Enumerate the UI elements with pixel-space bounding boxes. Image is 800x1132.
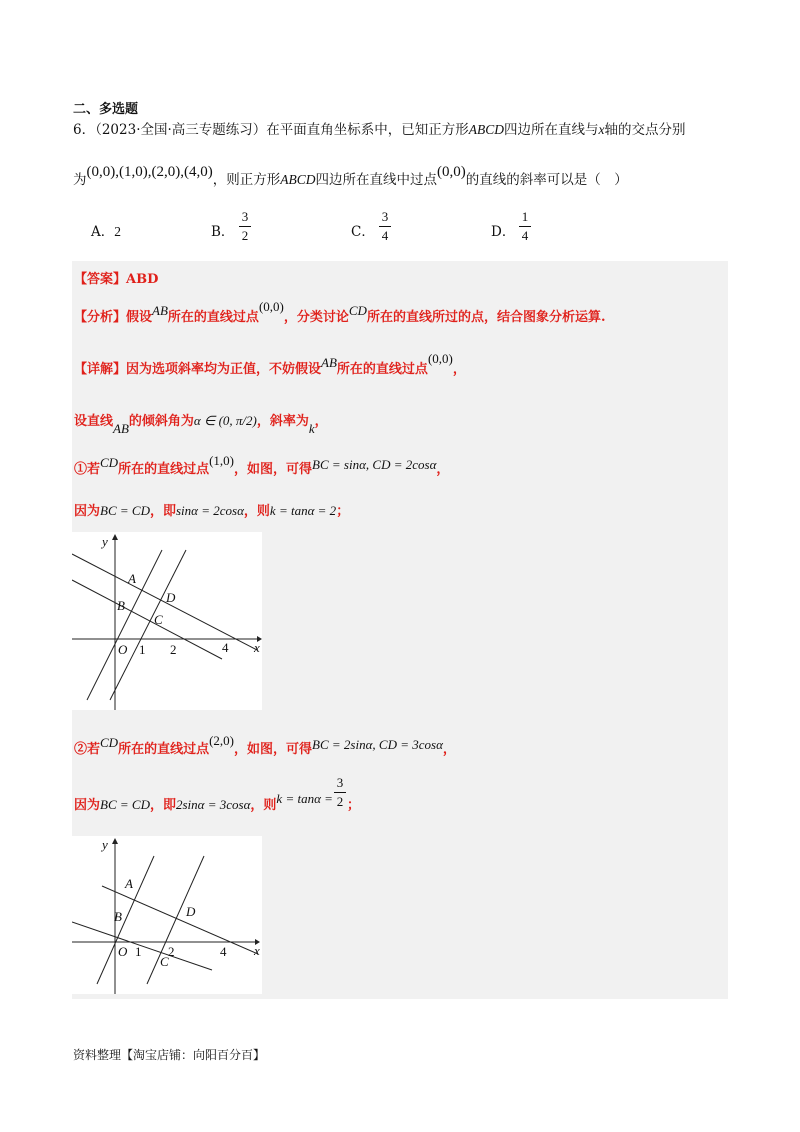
- figure-2-label-d: D: [186, 904, 196, 919]
- option-b-label: B．: [211, 224, 235, 240]
- figure-1-line-bc: [72, 580, 222, 659]
- detail-text-2: 所在的直线过点: [336, 362, 428, 377]
- option-b[interactable]: [211, 209, 249, 243]
- case2-text-1: ②若: [74, 742, 101, 757]
- case2-result-line: [74, 775, 360, 813]
- figure-1-label-o: O: [118, 642, 128, 657]
- analysis-line: [74, 299, 606, 325]
- case1-text-2: 所在的直线过点: [118, 462, 210, 477]
- case2-cd: CD: [100, 735, 119, 750]
- option-d-label: D．: [491, 224, 516, 240]
- case1b-text-4: ；: [336, 504, 350, 519]
- case1-text-1: ①若: [74, 462, 101, 477]
- question-number: 6．: [73, 122, 96, 138]
- case2b-text-2: ，即: [149, 798, 176, 813]
- square-name: ABCD: [468, 122, 505, 137]
- case1b-text-2: ，即: [149, 504, 176, 519]
- figure-1-label-a: A: [128, 571, 136, 586]
- setup-text-1: 设直线: [74, 414, 114, 429]
- option-a-label: A．: [91, 224, 115, 240]
- option-c-numerator: 3: [381, 209, 389, 224]
- case1b-equation-3: k = tanα = 2: [269, 503, 337, 518]
- figure-2-label-c: C: [160, 954, 169, 969]
- case1-equation: BC = sinα, CD = 2cosα: [312, 457, 437, 472]
- case2-point: (2,0): [209, 733, 235, 748]
- figure-1-y-arrow: [112, 534, 118, 540]
- detail-tag: 【详解】: [74, 362, 127, 377]
- origin-point: (0,0): [436, 164, 466, 180]
- figure-1-label-b: B: [117, 598, 125, 613]
- figure-1-line-cd: [110, 550, 186, 700]
- option-a-value: 2: [114, 224, 121, 239]
- question-text-3: 轴的交点分别: [604, 122, 686, 138]
- figure-1-label-d: D: [166, 590, 176, 605]
- detail-point: (0,0): [427, 351, 453, 366]
- intersection-points: (0,0),(1,0),(2,0),(4,0): [86, 164, 213, 180]
- analysis-text-2: 所在的直线过点: [167, 310, 259, 325]
- figure-2-label-x: x: [254, 943, 260, 958]
- option-c[interactable]: [351, 209, 389, 243]
- figure-2-label-b: B: [114, 909, 122, 924]
- case2b-equation-3: k = tanα =: [276, 791, 333, 806]
- figure-2-tick-4: 4: [220, 944, 227, 959]
- figure-1: [72, 532, 262, 710]
- figure-2-y-arrow: [112, 838, 118, 844]
- case1-text-3: ，如图，可得: [234, 462, 313, 477]
- x-variable: x: [598, 122, 605, 137]
- figure-1-diagram: [72, 532, 262, 710]
- figure-1-tick-2: 2: [170, 642, 177, 657]
- square-name-2: ABCD: [280, 172, 316, 187]
- figure-1-tick-1: 1: [139, 642, 146, 657]
- setup-line: [74, 410, 328, 436]
- option-b-numerator: 3: [241, 209, 249, 224]
- setup-k: k: [308, 421, 315, 436]
- figure-2-diagram: [72, 836, 262, 994]
- case2b-equation: BC = CD: [100, 797, 150, 812]
- case1b-text-3: ，则: [243, 504, 270, 519]
- figure-2-line-bc: [72, 922, 212, 970]
- case1b-equation: BC = CD: [100, 503, 150, 518]
- figure-2-label-y: y: [102, 837, 108, 852]
- analysis-cd: CD: [348, 303, 367, 318]
- answer-value: ABD: [126, 272, 159, 287]
- options-row: [73, 208, 553, 252]
- question-text-7: 的直线的斜率可以是（ ）: [465, 172, 628, 188]
- analysis-text-4: 所在的直线所过的点，结合图象分析运算.: [366, 310, 606, 325]
- case2-equation: BC = 2sinα, CD = 3cosα: [312, 737, 443, 752]
- case2b-fraction: [333, 775, 347, 809]
- figure-2: [72, 836, 262, 994]
- detail-ab: AB: [321, 355, 337, 370]
- option-d-numerator: 1: [521, 209, 529, 224]
- figure-1-tick-4: 4: [222, 640, 229, 655]
- case1-result-line: [74, 500, 349, 519]
- figure-1-line-ad: [72, 554, 257, 650]
- question-line-2: [73, 164, 628, 190]
- case1b-text-1: 因为: [74, 504, 101, 519]
- case1b-equation-2: sinα = 2cosα: [175, 503, 244, 518]
- option-c-fraction: [379, 209, 391, 244]
- case2-text-2: 所在的直线过点: [118, 742, 210, 757]
- question-text-1: 在平面直角坐标系中，已知正方形: [266, 122, 469, 138]
- question-text-5: ，则正方形: [212, 172, 281, 188]
- detail-text-1: 因为选项斜率均为正值，不妨假设: [126, 362, 322, 377]
- detail-line: [74, 351, 466, 377]
- analysis-text-1: 假设: [126, 310, 153, 325]
- case2-text-4: ，: [442, 742, 456, 757]
- question-text-4: 为: [73, 172, 87, 188]
- case2b-numerator: 3: [336, 775, 344, 790]
- question-line-1: [73, 120, 686, 140]
- setup-text-2: 的倾斜角为: [128, 414, 194, 429]
- setup-text-4: ，: [314, 414, 328, 429]
- footer-note: 资料整理【淘宝店铺：向阳百分百】: [73, 1048, 266, 1062]
- case2b-text-4: ；: [346, 798, 360, 813]
- figure-2-label-a: A: [125, 876, 133, 891]
- option-b-fraction: [239, 209, 251, 244]
- case1-text-4: ，: [436, 462, 450, 477]
- option-d-fraction: [519, 209, 531, 244]
- case1-cd: CD: [100, 455, 119, 470]
- option-a[interactable]: [91, 220, 121, 240]
- analysis-ab: AB: [152, 303, 168, 318]
- case1-line: [74, 453, 450, 477]
- analysis-point: (0,0): [258, 299, 284, 314]
- case2b-text-1: 因为: [74, 798, 101, 813]
- detail-text-3: ，: [452, 362, 466, 377]
- case2-line: [74, 733, 456, 757]
- question-source: （2023·全国·高三专题练习）: [95, 122, 267, 138]
- option-c-label: C．: [351, 224, 375, 240]
- figure-1-line-ab: [87, 550, 162, 700]
- case1-point: (1,0): [209, 453, 235, 468]
- figure-1-label-x: x: [254, 640, 260, 655]
- question-text-6: 四边所在直线中过点: [315, 172, 437, 188]
- angle-range: α ∈ (0, π/2): [193, 413, 257, 428]
- setup-text-3: ，斜率为: [256, 414, 309, 429]
- case2-text-3: ，如图，可得: [234, 742, 313, 757]
- case2b-text-3: ，则: [250, 798, 277, 813]
- setup-ab: AB: [113, 421, 129, 436]
- analysis-text-3: ，分类讨论: [283, 310, 349, 325]
- option-d-denominator: 4: [521, 228, 529, 243]
- figure-1-label-y: y: [102, 534, 108, 549]
- option-b-denominator: 2: [241, 228, 249, 243]
- option-d[interactable]: [491, 209, 529, 243]
- figure-2-tick-2: 2: [168, 944, 175, 959]
- case2b-denominator: 2: [336, 794, 344, 809]
- answer-tag: 【答案】: [74, 272, 127, 287]
- figure-2-label-o: O: [118, 944, 128, 959]
- option-c-denominator: 4: [381, 228, 389, 243]
- figure-2-tick-1: 1: [135, 944, 142, 959]
- case2b-equation-2: 2sinα = 3cosα: [175, 797, 251, 812]
- figure-1-label-c: C: [154, 612, 163, 627]
- question-text-2: 四边所在直线与: [504, 122, 599, 138]
- answer-line: [74, 268, 158, 287]
- analysis-tag: 【分析】: [74, 310, 127, 325]
- section-title: 二、多选题: [73, 102, 139, 117]
